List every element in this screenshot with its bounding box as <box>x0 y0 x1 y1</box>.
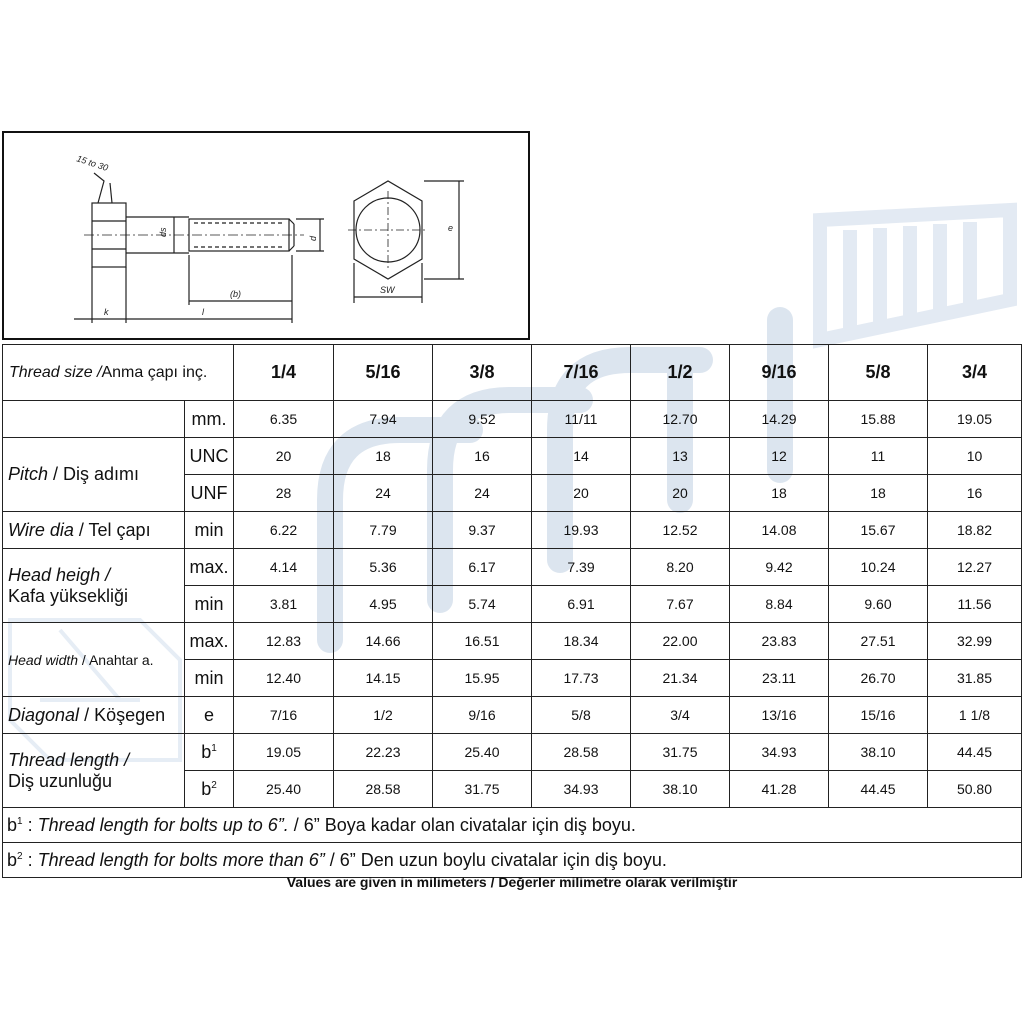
value-cell: 16.51 <box>433 623 532 660</box>
b2-unit: $b^2$ <box>185 771 234 808</box>
value-cell: 14.66 <box>334 623 433 660</box>
value-cell: 11.56 <box>928 586 1022 623</box>
value-cell: 23.83 <box>730 623 829 660</box>
head-height-max-row <box>3 549 1022 586</box>
value-cell: 12.83 <box>234 623 334 660</box>
value-cell: 11/11 <box>532 401 631 438</box>
wire-unit: min <box>185 512 234 549</box>
value-cell: 7.79 <box>334 512 433 549</box>
size-cell: 3/8 <box>433 345 532 401</box>
value-cell: 16 <box>433 438 532 475</box>
value-cell: 34.93 <box>730 734 829 771</box>
value-cell: 26.70 <box>829 660 928 697</box>
footer-note: Values are given in milimeters / Değerler milimetre olarak verilmiştir <box>286 874 738 890</box>
value-cell: 19.93 <box>532 512 631 549</box>
value-cell: 5/8 <box>532 697 631 734</box>
value-cell: 6.17 <box>433 549 532 586</box>
unc-unit: UNC <box>185 438 234 475</box>
value-cell: 50.80 <box>928 771 1022 808</box>
value-cell: 12.70 <box>631 401 730 438</box>
value-cell: 18 <box>730 475 829 512</box>
value-cell: 44.45 <box>829 771 928 808</box>
mm-label-empty <box>3 401 185 438</box>
value-cell: 13 <box>631 438 730 475</box>
note-b2: $b^2$ : Thread length for bolts more than 6” / 6” Den uzun boylu civatalar için diş boyu. <box>3 843 1022 878</box>
value-cell: 18.82 <box>928 512 1022 549</box>
value-cell: 31.75 <box>433 771 532 808</box>
value-cell: 20 <box>631 475 730 512</box>
diagonal-row <box>3 697 1022 734</box>
mm-row <box>3 401 1022 438</box>
value-cell: 13/16 <box>730 697 829 734</box>
value-cell: 9.42 <box>730 549 829 586</box>
ds-label: ds <box>158 227 168 237</box>
value-cell: 34.93 <box>532 771 631 808</box>
value-cell: 1 1/8 <box>928 697 1022 734</box>
value-cell: 8.20 <box>631 549 730 586</box>
note-b2-row <box>3 843 1022 878</box>
thread-length-b1-row <box>3 734 1022 771</box>
value-cell: 5.36 <box>334 549 433 586</box>
value-cell: 16 <box>928 475 1022 512</box>
value-cell: 23.11 <box>730 660 829 697</box>
value-cell: 28.58 <box>532 734 631 771</box>
value-cell: 7.39 <box>532 549 631 586</box>
value-cell: 12.40 <box>234 660 334 697</box>
value-cell: 20 <box>234 438 334 475</box>
l-label: l <box>202 307 204 317</box>
size-cell: 3/4 <box>928 345 1022 401</box>
value-cell: 18.34 <box>532 623 631 660</box>
value-cell: 5.74 <box>433 586 532 623</box>
min-unit: min <box>185 660 234 697</box>
max-unit: max. <box>185 623 234 660</box>
size-cell: 5/8 <box>829 345 928 401</box>
value-cell: 3.81 <box>234 586 334 623</box>
value-cell: 4.95 <box>334 586 433 623</box>
value-cell: 12.52 <box>631 512 730 549</box>
angle-label: 15 to 30 <box>75 153 110 173</box>
sw-label: SW <box>380 285 395 295</box>
mm-unit: mm. <box>185 401 234 438</box>
value-cell: 6.91 <box>532 586 631 623</box>
value-cell: 10 <box>928 438 1022 475</box>
value-cell: 28 <box>234 475 334 512</box>
value-cell: 17.73 <box>532 660 631 697</box>
value-cell: 9/16 <box>433 697 532 734</box>
value-cell: 15.88 <box>829 401 928 438</box>
value-cell: 21.34 <box>631 660 730 697</box>
value-cell: 18 <box>334 438 433 475</box>
wire-dia-row <box>3 512 1022 549</box>
e-unit: e <box>185 697 234 734</box>
value-cell: 8.84 <box>730 586 829 623</box>
value-cell: 14.08 <box>730 512 829 549</box>
wire-dia-label: Wire dia / Tel çapı <box>3 512 185 549</box>
value-cell: 15.95 <box>433 660 532 697</box>
value-cell: 19.05 <box>234 734 334 771</box>
size-cell: 7/16 <box>532 345 631 401</box>
value-cell: 4.14 <box>234 549 334 586</box>
value-cell: 22.00 <box>631 623 730 660</box>
size-cell: 5/16 <box>334 345 433 401</box>
thread-length-label: Thread length / Diş uzunluğu <box>3 734 185 808</box>
bolt-diagram <box>2 131 530 340</box>
b1-unit: $b^1$ <box>185 734 234 771</box>
value-cell: 38.10 <box>631 771 730 808</box>
value-cell: 25.40 <box>234 771 334 808</box>
value-cell: 28.58 <box>334 771 433 808</box>
value-cell: 14 <box>532 438 631 475</box>
value-cell: 14.15 <box>334 660 433 697</box>
value-cell: 3/4 <box>631 697 730 734</box>
value-cell: 14.29 <box>730 401 829 438</box>
value-cell: 24 <box>433 475 532 512</box>
value-cell: 27.51 <box>829 623 928 660</box>
spec-table <box>2 344 1022 878</box>
value-cell: 31.85 <box>928 660 1022 697</box>
value-cell: 24 <box>334 475 433 512</box>
thread-size-label: Thread size /Anma çapı inç. <box>3 345 234 401</box>
size-cell: 9/16 <box>730 345 829 401</box>
value-cell: 15.67 <box>829 512 928 549</box>
value-cell: 11 <box>829 438 928 475</box>
value-cell: 12 <box>730 438 829 475</box>
note-b1-row <box>3 808 1022 843</box>
value-cell: 9.52 <box>433 401 532 438</box>
max-unit: max. <box>185 549 234 586</box>
value-cell: 25.40 <box>433 734 532 771</box>
size-cell: 1/4 <box>234 345 334 401</box>
value-cell: 18 <box>829 475 928 512</box>
e-label: e <box>448 223 454 233</box>
value-cell: 41.28 <box>730 771 829 808</box>
pitch-label: Pitch / Diş adımı <box>3 438 185 512</box>
d-label: d <box>308 235 318 241</box>
head-height-label: Head heigh / Kafa yüksekliği <box>3 549 185 623</box>
value-cell: 7.67 <box>631 586 730 623</box>
b-label: (b) <box>230 289 241 299</box>
value-cell: 10.24 <box>829 549 928 586</box>
diagonal-label: Diagonal / Köşegen <box>3 697 185 734</box>
note-b1: $b^1$ : Thread length for bolts up to 6”. / 6” Boya kadar olan civatalar için diş boyu. <box>3 808 1022 843</box>
value-cell: 19.05 <box>928 401 1022 438</box>
k-label: k <box>104 307 109 317</box>
unf-unit: UNF <box>185 475 234 512</box>
value-cell: 1/2 <box>334 697 433 734</box>
min-unit: min <box>185 586 234 623</box>
value-cell: 7.94 <box>334 401 433 438</box>
value-cell: 6.22 <box>234 512 334 549</box>
value-cell: 32.99 <box>928 623 1022 660</box>
header-row <box>3 345 1022 401</box>
head-width-max-row <box>3 623 1022 660</box>
value-cell: 38.10 <box>829 734 928 771</box>
value-cell: 12.27 <box>928 549 1022 586</box>
value-cell: 9.37 <box>433 512 532 549</box>
pitch-unc-row <box>3 438 1022 475</box>
value-cell: 44.45 <box>928 734 1022 771</box>
head-width-label: Head width / Anahtar a. <box>3 623 185 697</box>
value-cell: 22.23 <box>334 734 433 771</box>
value-cell: 7/16 <box>234 697 334 734</box>
value-cell: 15/16 <box>829 697 928 734</box>
value-cell: 9.60 <box>829 586 928 623</box>
value-cell: 20 <box>532 475 631 512</box>
value-cell: 6.35 <box>234 401 334 438</box>
value-cell: 31.75 <box>631 734 730 771</box>
size-cell: 1/2 <box>631 345 730 401</box>
